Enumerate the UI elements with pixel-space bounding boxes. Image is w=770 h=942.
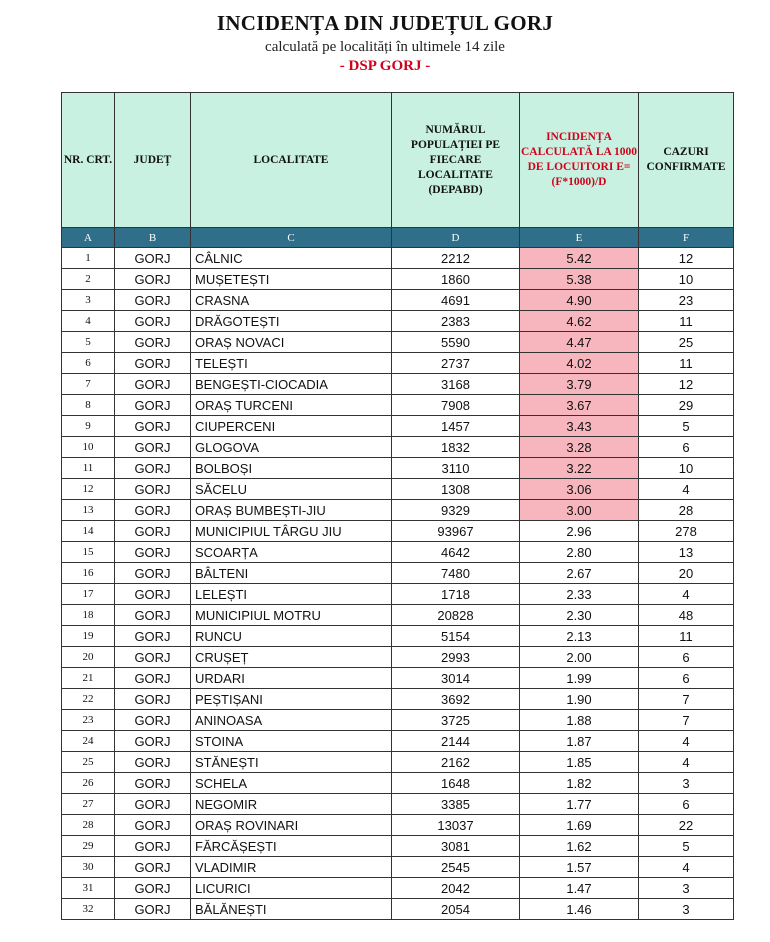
cell-nr: 30: [62, 857, 115, 878]
cell-populatie: 3110: [392, 458, 520, 479]
table-row: [62, 437, 734, 458]
cell-nr: 14: [62, 521, 115, 542]
cell-cazuri: 11: [639, 311, 734, 332]
table-row: [62, 521, 734, 542]
cell-nr: 29: [62, 836, 115, 857]
cell-incidenta: 3.79: [520, 374, 639, 395]
cell-nr: 20: [62, 647, 115, 668]
cell-localitate: LELEȘTI: [191, 584, 392, 605]
cell-judet: GORJ: [115, 500, 191, 521]
cell-localitate: SCOARȚA: [191, 542, 392, 563]
cell-populatie: 1832: [392, 437, 520, 458]
cell-judet: GORJ: [115, 479, 191, 500]
table-row: [62, 500, 734, 521]
column-letter: A: [62, 228, 115, 248]
cell-localitate: LICURICI: [191, 878, 392, 899]
cell-populatie: 3385: [392, 794, 520, 815]
header-judet: JUDEȚ: [115, 93, 191, 228]
cell-judet: GORJ: [115, 353, 191, 374]
cell-nr: 21: [62, 668, 115, 689]
cell-populatie: 20828: [392, 605, 520, 626]
cell-incidenta: 3.00: [520, 500, 639, 521]
cell-localitate: STĂNEȘTI: [191, 752, 392, 773]
cell-localitate: DRĂGOTEȘTI: [191, 311, 392, 332]
table-row: [62, 605, 734, 626]
column-letter: E: [520, 228, 639, 248]
cell-cazuri: 6: [639, 647, 734, 668]
table-row: [62, 332, 734, 353]
cell-judet: GORJ: [115, 668, 191, 689]
cell-localitate: MUȘETEȘTI: [191, 269, 392, 290]
header-nr: NR. CRT.: [62, 93, 115, 228]
cell-incidenta: 4.62: [520, 311, 639, 332]
cell-cazuri: 10: [639, 269, 734, 290]
table-row: [62, 563, 734, 584]
table-row: [62, 584, 734, 605]
cell-judet: GORJ: [115, 374, 191, 395]
table-row: [62, 899, 734, 920]
cell-judet: GORJ: [115, 752, 191, 773]
cell-cazuri: 12: [639, 374, 734, 395]
table-row: [62, 815, 734, 836]
cell-judet: GORJ: [115, 773, 191, 794]
cell-cazuri: 29: [639, 395, 734, 416]
cell-nr: 28: [62, 815, 115, 836]
cell-incidenta: 3.06: [520, 479, 639, 500]
column-letter-row: [62, 228, 734, 248]
cell-populatie: 2383: [392, 311, 520, 332]
cell-nr: 22: [62, 689, 115, 710]
cell-populatie: 3168: [392, 374, 520, 395]
cell-judet: GORJ: [115, 794, 191, 815]
cell-populatie: 1860: [392, 269, 520, 290]
cell-localitate: URDARI: [191, 668, 392, 689]
cell-cazuri: 22: [639, 815, 734, 836]
cell-populatie: 1718: [392, 584, 520, 605]
cell-judet: GORJ: [115, 521, 191, 542]
cell-populatie: 7480: [392, 563, 520, 584]
cell-judet: GORJ: [115, 899, 191, 920]
cell-localitate: GLOGOVA: [191, 437, 392, 458]
cell-incidenta: 4.02: [520, 353, 639, 374]
cell-nr: 32: [62, 899, 115, 920]
cell-localitate: CÂLNIC: [191, 248, 392, 269]
cell-incidenta: 2.30: [520, 605, 639, 626]
table-row: [62, 878, 734, 899]
cell-incidenta: 1.46: [520, 899, 639, 920]
cell-nr: 23: [62, 710, 115, 731]
cell-localitate: TELEȘTI: [191, 353, 392, 374]
cell-nr: 10: [62, 437, 115, 458]
cell-cazuri: 5: [639, 416, 734, 437]
cell-nr: 13: [62, 500, 115, 521]
cell-cazuri: 3: [639, 878, 734, 899]
cell-cazuri: 7: [639, 710, 734, 731]
cell-populatie: 2993: [392, 647, 520, 668]
cell-cazuri: 48: [639, 605, 734, 626]
header-populatie: NUMĂRUL POPULAȚIEI PE FIECARE LOCALITATE (DEPABD): [392, 93, 520, 228]
cell-incidenta: 3.67: [520, 395, 639, 416]
cell-judet: GORJ: [115, 626, 191, 647]
table-row: [62, 689, 734, 710]
cell-incidenta: 3.43: [520, 416, 639, 437]
cell-cazuri: 6: [639, 794, 734, 815]
document-header: [0, 10, 770, 75]
cell-nr: 5: [62, 332, 115, 353]
cell-localitate: BÂLTENI: [191, 563, 392, 584]
cell-localitate: ORAȘ TURCENI: [191, 395, 392, 416]
cell-incidenta: 4.47: [520, 332, 639, 353]
cell-cazuri: 6: [639, 437, 734, 458]
cell-populatie: 1308: [392, 479, 520, 500]
cell-nr: 15: [62, 542, 115, 563]
cell-cazuri: 4: [639, 584, 734, 605]
cell-nr: 3: [62, 290, 115, 311]
cell-nr: 24: [62, 731, 115, 752]
cell-cazuri: 12: [639, 248, 734, 269]
cell-nr: 2: [62, 269, 115, 290]
cell-cazuri: 7: [639, 689, 734, 710]
cell-populatie: 93967: [392, 521, 520, 542]
cell-populatie: 3692: [392, 689, 520, 710]
cell-localitate: BOLBOȘI: [191, 458, 392, 479]
cell-cazuri: 3: [639, 773, 734, 794]
cell-populatie: 2054: [392, 899, 520, 920]
cell-judet: GORJ: [115, 416, 191, 437]
cell-incidenta: 2.67: [520, 563, 639, 584]
cell-populatie: 2042: [392, 878, 520, 899]
cell-localitate: STOINA: [191, 731, 392, 752]
cell-judet: GORJ: [115, 269, 191, 290]
cell-incidenta: 2.96: [520, 521, 639, 542]
cell-nr: 18: [62, 605, 115, 626]
table-row: [62, 374, 734, 395]
cell-nr: 26: [62, 773, 115, 794]
cell-judet: GORJ: [115, 458, 191, 479]
cell-nr: 25: [62, 752, 115, 773]
table-row: [62, 269, 734, 290]
table-row: [62, 248, 734, 269]
table-row: [62, 836, 734, 857]
cell-incidenta: 1.87: [520, 731, 639, 752]
cell-populatie: 2737: [392, 353, 520, 374]
cell-judet: GORJ: [115, 311, 191, 332]
cell-nr: 4: [62, 311, 115, 332]
cell-populatie: 4691: [392, 290, 520, 311]
table-row: [62, 479, 734, 500]
cell-cazuri: 6: [639, 668, 734, 689]
cell-judet: GORJ: [115, 710, 191, 731]
cell-populatie: 4642: [392, 542, 520, 563]
cell-populatie: 2162: [392, 752, 520, 773]
cell-nr: 9: [62, 416, 115, 437]
cell-incidenta: 1.47: [520, 878, 639, 899]
cell-nr: 7: [62, 374, 115, 395]
cell-judet: GORJ: [115, 395, 191, 416]
cell-nr: 31: [62, 878, 115, 899]
table-row: [62, 626, 734, 647]
header-incidenta: INCIDENȚA CALCULATĂ LA 1000 DE LOCUITORI E=(F*1000)/D: [520, 93, 639, 228]
cell-incidenta: 1.77: [520, 794, 639, 815]
cell-populatie: 3725: [392, 710, 520, 731]
cell-cazuri: 4: [639, 857, 734, 878]
cell-incidenta: 1.88: [520, 710, 639, 731]
cell-judet: GORJ: [115, 605, 191, 626]
cell-nr: 12: [62, 479, 115, 500]
table-row: [62, 857, 734, 878]
cell-incidenta: 5.42: [520, 248, 639, 269]
table-row: [62, 731, 734, 752]
cell-incidenta: 1.99: [520, 668, 639, 689]
cell-incidenta: 4.90: [520, 290, 639, 311]
cell-incidenta: 2.80: [520, 542, 639, 563]
table-row: [62, 290, 734, 311]
table-row: [62, 458, 734, 479]
cell-cazuri: 4: [639, 479, 734, 500]
cell-localitate: BĂLĂNEȘTI: [191, 899, 392, 920]
table-row: [62, 794, 734, 815]
page-subtitle: calculată pe localități în ultimele 14 zile: [265, 39, 505, 55]
cell-localitate: FĂRCĂȘEȘTI: [191, 836, 392, 857]
cell-populatie: 7908: [392, 395, 520, 416]
cell-localitate: ORAȘ ROVINARI: [191, 815, 392, 836]
cell-populatie: 2144: [392, 731, 520, 752]
cell-populatie: 1648: [392, 773, 520, 794]
cell-nr: 27: [62, 794, 115, 815]
cell-localitate: ORAȘ NOVACI: [191, 332, 392, 353]
organization-label: - DSP GORJ -: [339, 58, 431, 74]
cell-localitate: MUNICIPIUL MOTRU: [191, 605, 392, 626]
cell-localitate: CRUȘEȚ: [191, 647, 392, 668]
cell-populatie: 5154: [392, 626, 520, 647]
cell-populatie: 3014: [392, 668, 520, 689]
cell-populatie: 2212: [392, 248, 520, 269]
cell-incidenta: 1.69: [520, 815, 639, 836]
cell-cazuri: 4: [639, 731, 734, 752]
table-row: [62, 353, 734, 374]
cell-cazuri: 11: [639, 626, 734, 647]
table-row: [62, 752, 734, 773]
cell-incidenta: 1.82: [520, 773, 639, 794]
cell-localitate: MUNICIPIUL TÂRGU JIU: [191, 521, 392, 542]
cell-cazuri: 4: [639, 752, 734, 773]
cell-incidenta: 3.22: [520, 458, 639, 479]
cell-incidenta: 1.85: [520, 752, 639, 773]
cell-judet: GORJ: [115, 836, 191, 857]
cell-populatie: 2545: [392, 857, 520, 878]
cell-localitate: BENGEȘTI-CIOCADIA: [191, 374, 392, 395]
cell-incidenta: 3.28: [520, 437, 639, 458]
cell-cazuri: 10: [639, 458, 734, 479]
cell-cazuri: 278: [639, 521, 734, 542]
column-letter: B: [115, 228, 191, 248]
cell-localitate: SCHELA: [191, 773, 392, 794]
cell-localitate: NEGOMIR: [191, 794, 392, 815]
cell-nr: 6: [62, 353, 115, 374]
column-letter: F: [639, 228, 734, 248]
cell-cazuri: 3: [639, 899, 734, 920]
cell-nr: 17: [62, 584, 115, 605]
cell-judet: GORJ: [115, 815, 191, 836]
cell-cazuri: 13: [639, 542, 734, 563]
table-row: [62, 773, 734, 794]
cell-judet: GORJ: [115, 878, 191, 899]
incidence-table: [61, 92, 734, 920]
table-body: [62, 248, 734, 920]
cell-cazuri: 11: [639, 353, 734, 374]
cell-nr: 8: [62, 395, 115, 416]
table-row: [62, 311, 734, 332]
cell-localitate: SĂCELU: [191, 479, 392, 500]
table-row: [62, 395, 734, 416]
cell-localitate: PEȘTIȘANI: [191, 689, 392, 710]
cell-judet: GORJ: [115, 857, 191, 878]
cell-judet: GORJ: [115, 332, 191, 353]
cell-cazuri: 5: [639, 836, 734, 857]
cell-nr: 19: [62, 626, 115, 647]
cell-judet: GORJ: [115, 584, 191, 605]
cell-populatie: 3081: [392, 836, 520, 857]
column-letter: C: [191, 228, 392, 248]
table-row: [62, 668, 734, 689]
cell-judet: GORJ: [115, 731, 191, 752]
cell-incidenta: 1.90: [520, 689, 639, 710]
cell-localitate: ANINOASA: [191, 710, 392, 731]
cell-judet: GORJ: [115, 290, 191, 311]
cell-incidenta: 1.62: [520, 836, 639, 857]
cell-incidenta: 5.38: [520, 269, 639, 290]
cell-incidenta: 2.00: [520, 647, 639, 668]
header-cazuri: CAZURI CONFIRMATE: [639, 93, 734, 228]
table-row: [62, 647, 734, 668]
cell-populatie: 13037: [392, 815, 520, 836]
table-header-row: [62, 93, 734, 228]
cell-judet: GORJ: [115, 689, 191, 710]
cell-judet: GORJ: [115, 542, 191, 563]
cell-judet: GORJ: [115, 248, 191, 269]
cell-incidenta: 2.13: [520, 626, 639, 647]
cell-judet: GORJ: [115, 563, 191, 584]
header-localitate: LOCALITATE: [191, 93, 392, 228]
table-row: [62, 710, 734, 731]
cell-judet: GORJ: [115, 647, 191, 668]
cell-judet: GORJ: [115, 437, 191, 458]
cell-nr: 16: [62, 563, 115, 584]
cell-incidenta: 2.33: [520, 584, 639, 605]
cell-localitate: CIUPERCENI: [191, 416, 392, 437]
cell-cazuri: 25: [639, 332, 734, 353]
cell-nr: 11: [62, 458, 115, 479]
cell-localitate: ORAȘ BUMBEȘTI-JIU: [191, 500, 392, 521]
cell-localitate: VLADIMIR: [191, 857, 392, 878]
cell-nr: 1: [62, 248, 115, 269]
table-row: [62, 416, 734, 437]
cell-cazuri: 23: [639, 290, 734, 311]
cell-localitate: RUNCU: [191, 626, 392, 647]
cell-populatie: 1457: [392, 416, 520, 437]
cell-cazuri: 20: [639, 563, 734, 584]
cell-populatie: 9329: [392, 500, 520, 521]
table-row: [62, 542, 734, 563]
cell-cazuri: 28: [639, 500, 734, 521]
cell-populatie: 5590: [392, 332, 520, 353]
cell-incidenta: 1.57: [520, 857, 639, 878]
column-letter: D: [392, 228, 520, 248]
cell-localitate: CRASNA: [191, 290, 392, 311]
page-title: INCIDENȚA DIN JUDEȚUL GORJ: [216, 11, 554, 35]
